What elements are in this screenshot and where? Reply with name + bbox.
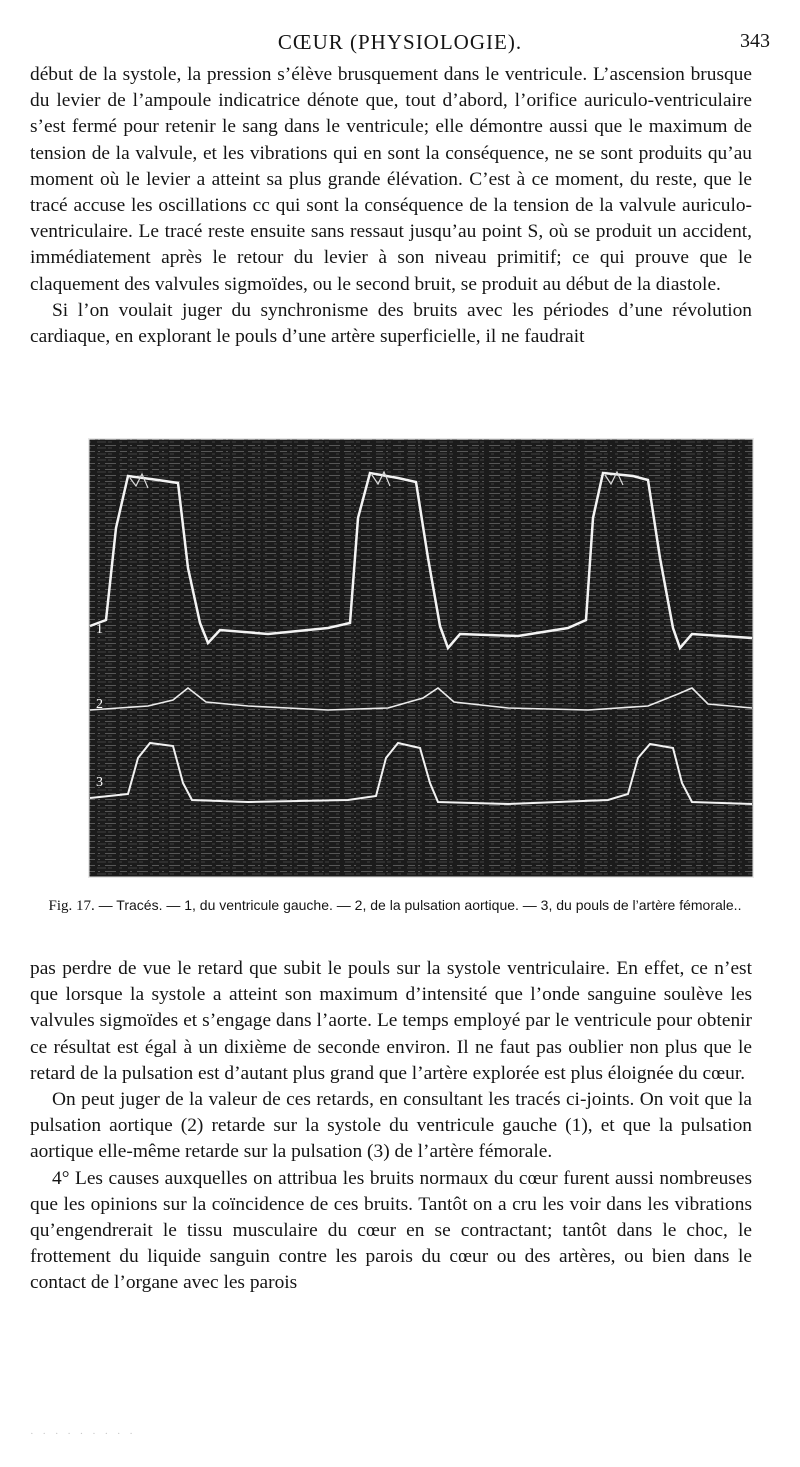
paragraph: pas perdre de vue le retard que subit le pouls sur la systole ventriculaire. En effet, ce n’est que lorsque la systole a atteint son maximum d’intensité que l’onde sanguine soulève les valvules sigmoïdes et s’engage dans l’aorte. Le temps employé par le ventricule pour obtenir ce résultat est égal à un dixième de seconde environ. Il ne faut pas oublier non plus que le retard de la pulsation est d’autant plus grand que l’artère explorée est plus éloignée du cœur.	[30, 958, 752, 1084]
text-block-bottom	[30, 956, 752, 1297]
text-block-top	[30, 62, 752, 350]
running-head	[30, 30, 770, 60]
trace-label: 3	[96, 775, 103, 790]
running-head-title: CŒUR (PHYSIOLOGIE).	[277, 30, 523, 54]
trace-label: 2	[96, 697, 103, 712]
figure-traces	[88, 438, 754, 878]
paragraph: début de la systole, la pression s’élève brusquement dans le ventricule. L’ascension brusque du levier de l’ampoule indicatrice dénote que, tout d’abord, l’orifice auriculo-ventriculaire s’est fermé pour retenir le sang dans le ventricule; elle démontre aussi que le maximum de tension de la valvule, et les vibrations qui en sont la conséquence, ne se sont produits qu’au moment où le levier a atteint sa plus grande élévation. C’est à ce moment, du reste, que le tracé accuse les oscillations cc qui sont la conséquence de la tension de la valvule auriculo-ventriculaire. Le tracé reste ensuite sans ressaut jusqu’au point S, où se produit un accident, immédiatement après le retour du levier à son niveau primitif; ce qui prouve que le claquement des valvules sigmoïdes, ou le second bruit, se produit au début de la diastole.	[30, 64, 752, 295]
paragraph: On peut juger de la valeur de ces retards, en consultant les tracés ci-joints. On voit que la pulsation aortique (2) retarde sur la systole du ventricule gauche (1), et que la pulsation aortique elle-même retarde sur la pulsation (3) de l’artère fémorale.	[30, 1089, 752, 1163]
faint-footer-mark: · · · · · · · · ·	[30, 1428, 136, 1440]
page-number: 343	[740, 30, 770, 52]
figure-caption	[30, 896, 760, 915]
paragraph: Si l’on voulait juger du synchronisme des bruits avec les périodes d’une révolution cardiaque, en explorant le pouls d’une artère superficielle, il ne faudrait	[30, 299, 752, 348]
trace-background	[88, 438, 754, 878]
figure-caption-text: — Tracés. — 1, du ventricule gauche. — 2, de la pulsation aortique. — 3, du pouls de l’artère fémorale..	[98, 897, 742, 913]
trace-label: 1	[96, 622, 103, 637]
paragraph: 4° Les causes auxquelles on attribua les bruits normaux du cœur furent aussi nombreuses que les opinions sur la coïncidence de ces bruits. Tantôt on a cru les voir dans les vibrations qu’engendrerait le tissu musculaire du cœur en se contractant; tantôt dans le choc, le frottement du liquide sanguin contre les parois du cœur ou des artères, ou bien dans le contact de l’organe avec les parois	[30, 1167, 752, 1294]
figure-caption-label: Fig. 17.	[48, 898, 95, 914]
trace-plate	[88, 438, 754, 878]
